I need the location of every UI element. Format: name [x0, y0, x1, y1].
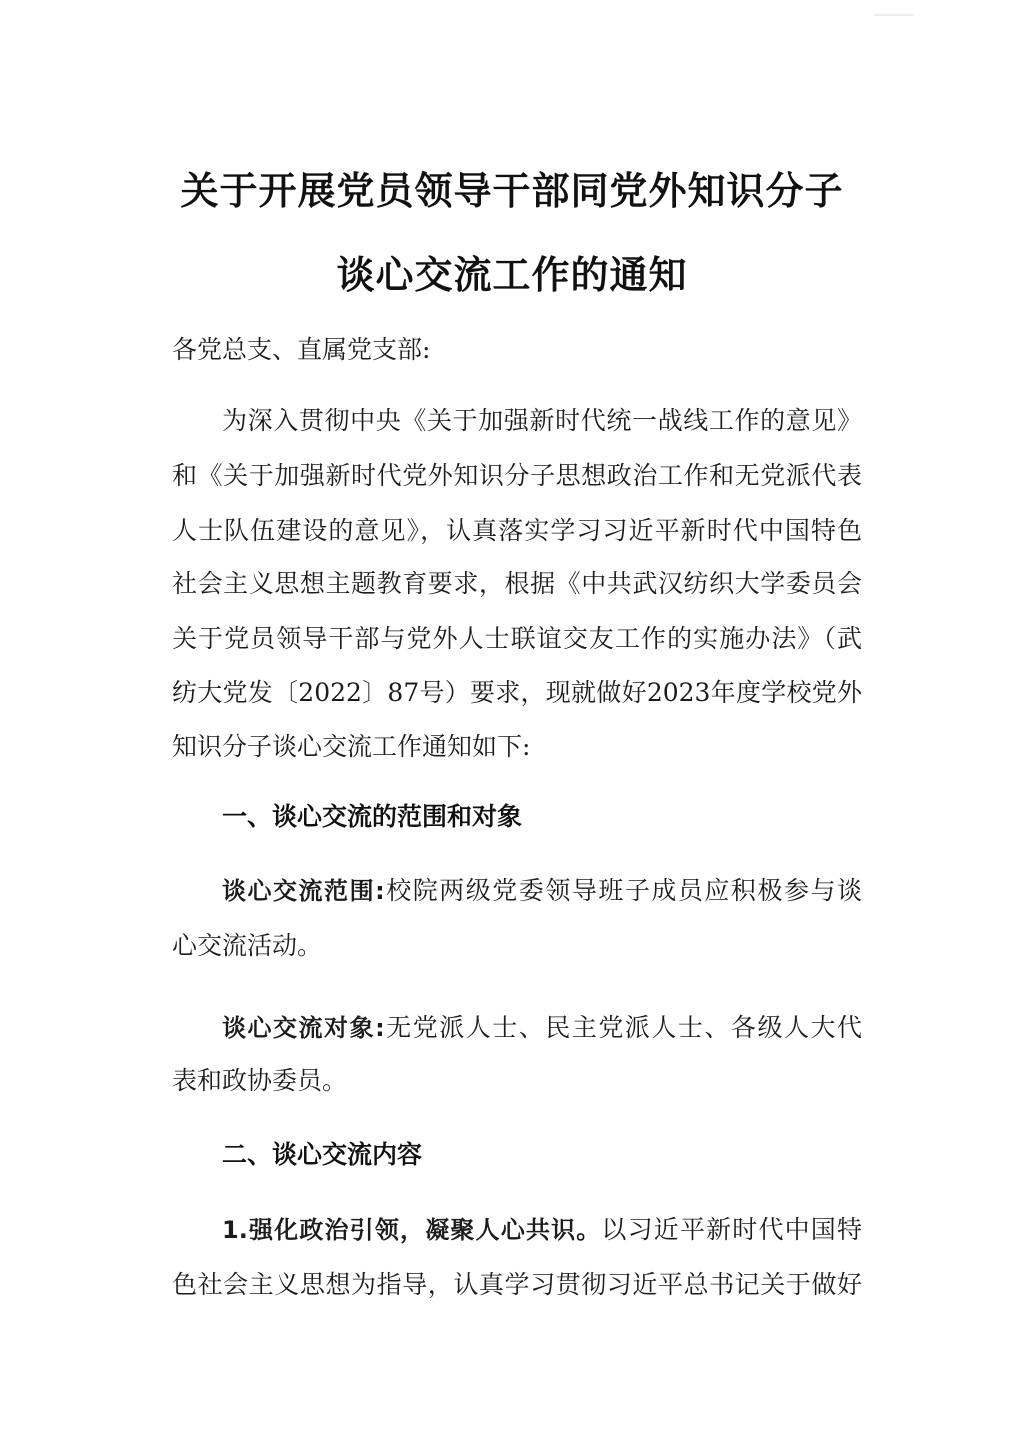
item-1-text: 以习近平新时代中国特 — [601, 1215, 862, 1244]
intro-line-7: 知识分子谈心交流工作通知如下: — [172, 732, 531, 761]
target-label: 谈心交流对象: — [222, 1014, 385, 1042]
scan-mark — [874, 14, 914, 16]
scope-text: 校院两级党委领导班子成员应积极参与谈 — [384, 876, 862, 905]
intro-line-2: 和《关于加强新时代党外知识分子思想政治工作和无党派代表 — [172, 461, 862, 490]
salutation: 各党总支、直属党支部: — [172, 335, 431, 364]
intro-line-3: 人士队伍建设的意见》，认真落实学习习近平新时代中国特色 — [172, 516, 862, 545]
target-paragraph-line-2: 表和政协委员。 — [172, 1066, 348, 1095]
target-text: 无党派人士、民主党派人士、各级人大代 — [384, 1013, 862, 1042]
intro-line-5: 关于党员领导干部与党外人士联谊交友工作的实施办法》（武 — [172, 624, 862, 653]
scope-label: 谈心交流范围: — [222, 877, 385, 905]
intro-line-6: 纺大党发〔2022〕87号）要求，现就做好2023年度学校党外 — [172, 678, 862, 707]
document-title-line-2: 谈心交流工作的通知 — [336, 253, 688, 297]
section-1-heading: 一、谈心交流的范围和对象 — [222, 802, 523, 831]
scope-paragraph-line-1 — [222, 874, 862, 908]
intro-line-4: 社会主义思想主题教育要求，根据《中共武汉纺织大学委员会 — [172, 569, 862, 598]
section-2-heading: 二、谈心交流内容 — [222, 1140, 423, 1169]
item-1-line-2: 色社会主义思想为指导，认真学习贯彻习近平总书记关于做好 — [172, 1270, 862, 1299]
item-1-label: 1.强化政治引领，凝聚人心共识。 — [222, 1216, 602, 1244]
target-paragraph-line-1 — [222, 1011, 862, 1045]
intro-line-1: 为深入贯彻中央《关于加强新时代统一战线工作的意见》 — [222, 406, 862, 435]
scope-paragraph-line-2: 心交流活动。 — [172, 931, 323, 960]
item-1-line-1 — [222, 1213, 862, 1247]
document-title-line-1: 关于开展党员领导干部同党外知识分子 — [180, 169, 844, 213]
